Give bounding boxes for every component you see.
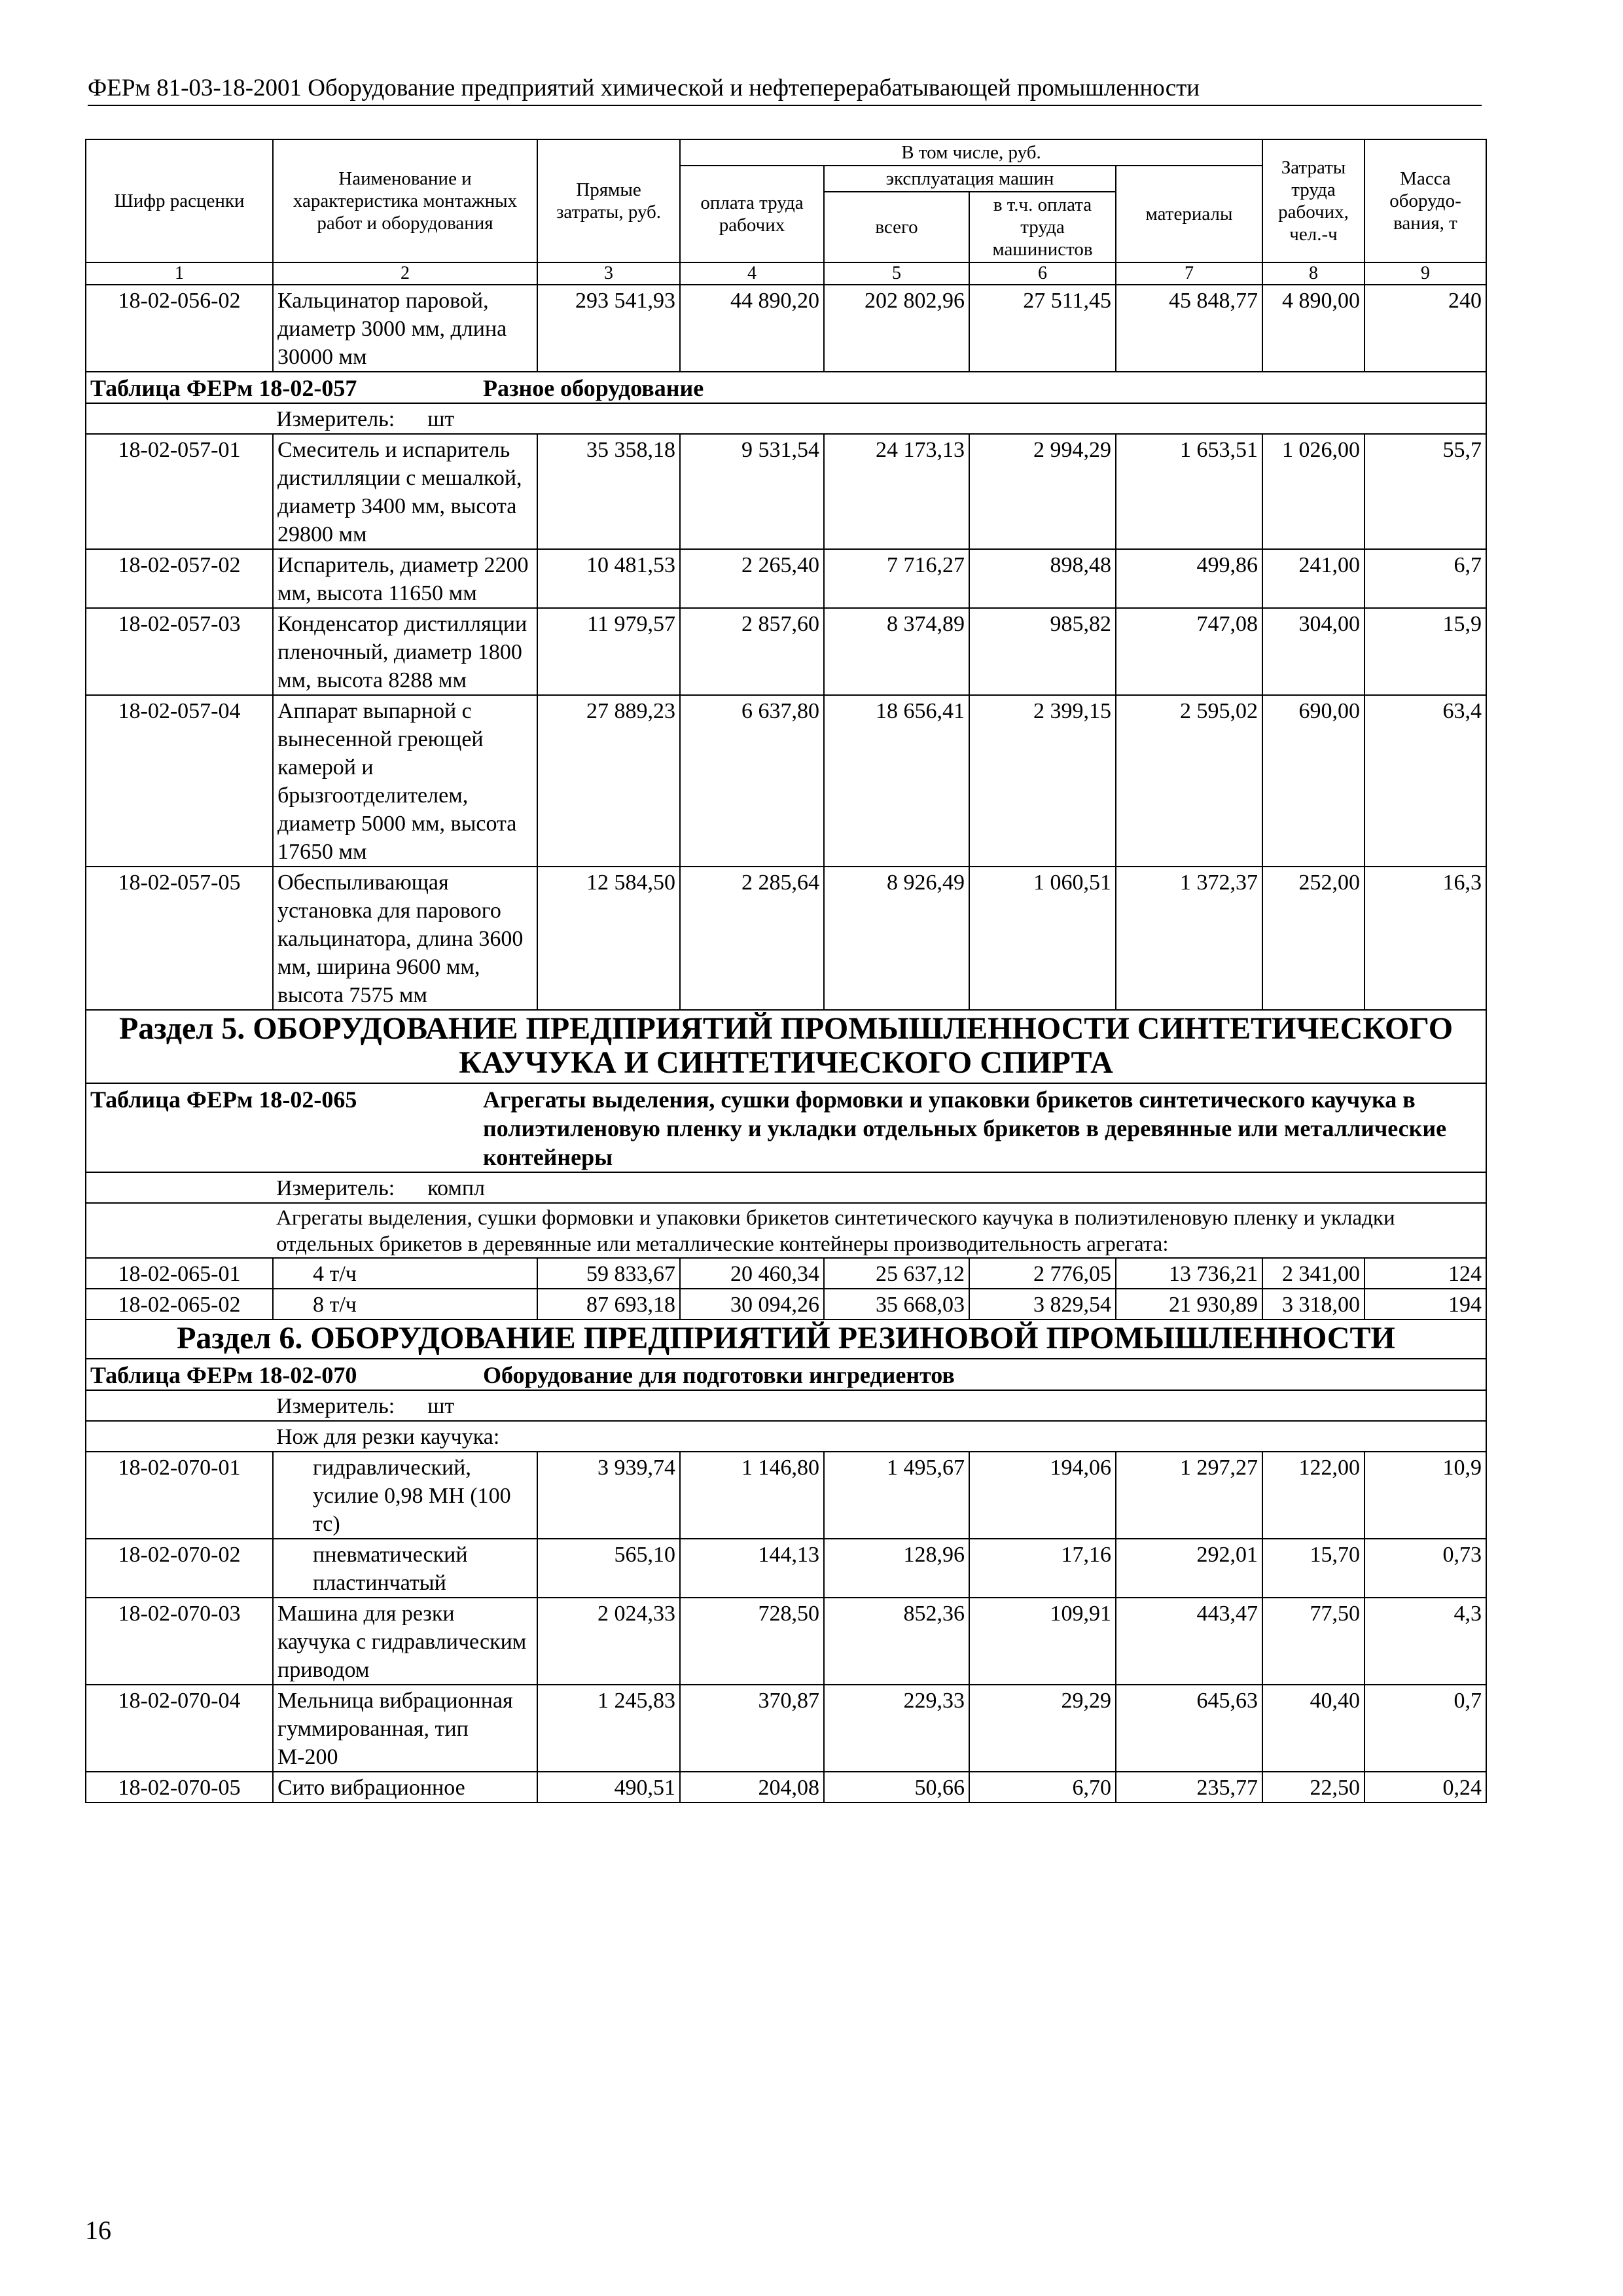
measure-unit: шт	[427, 407, 455, 431]
subheading-row	[86, 1421, 1486, 1452]
col-number: 5	[824, 262, 969, 285]
column-numbers-row	[86, 262, 1486, 285]
table-row	[86, 1598, 1486, 1685]
worker-wages: 6 637,80	[680, 695, 824, 867]
measure-row	[86, 1172, 1486, 1203]
machinist-wages: 2 994,29	[969, 434, 1116, 549]
machines-total: 8 926,49	[824, 867, 969, 1010]
materials-cost: 45 848,77	[1116, 285, 1262, 372]
machinist-wages: 2 399,15	[969, 695, 1116, 867]
direct-costs: 490,51	[537, 1772, 680, 1803]
materials-cost: 1 372,37	[1116, 867, 1262, 1010]
table-caption-row	[86, 1083, 1486, 1172]
equipment-mass: 16,3	[1364, 867, 1486, 1010]
machinist-wages: 6,70	[969, 1772, 1116, 1803]
equipment-mass: 4,3	[1364, 1598, 1486, 1685]
rate-code: 18-02-070-04	[86, 1685, 273, 1772]
work-name: пневматический пластинчатый	[273, 1539, 537, 1598]
rate-code: 18-02-070-03	[86, 1598, 273, 1685]
direct-costs: 87 693,18	[537, 1289, 680, 1319]
table-title: Разное оборудование	[483, 375, 704, 401]
col-header-labor: Затраты труда рабочих, чел.-ч	[1262, 139, 1364, 262]
worker-wages: 1 146,80	[680, 1452, 824, 1539]
worker-wages: 2 857,60	[680, 608, 824, 695]
work-name: Обеспыливающая установка для парового кальцинатора, длина 3600 мм, ширина 9600 мм, высота 7575 мм	[273, 867, 537, 1010]
rate-code: 18-02-056-02	[86, 285, 273, 372]
section-title-row	[86, 1319, 1486, 1359]
machines-total: 1 495,67	[824, 1452, 969, 1539]
col-header-machines-total: всего	[824, 192, 969, 262]
direct-costs: 11 979,57	[537, 608, 680, 695]
col-header-mass: Масса оборудо-вания, т	[1364, 139, 1486, 262]
labor-hours: 241,00	[1262, 549, 1364, 608]
table-code: Таблица ФЕРм 18-02-057	[90, 375, 357, 401]
work-name: Сито вибрационное	[273, 1772, 537, 1803]
equipment-mass: 0,73	[1364, 1539, 1486, 1598]
machinist-wages: 27 511,45	[969, 285, 1116, 372]
work-name: Машина для резки каучука с гидравлическим приводом	[273, 1598, 537, 1685]
section-title-row-cell: Раздел 5. ОБОРУДОВАНИЕ ПРЕДПРИЯТИЙ ПРОМЫШЛЕННОСТИ СИНТЕТИЧЕСКОГО КАУЧУКА И СИНТЕТИЧЕСКОГО СПИРТА	[86, 1010, 1486, 1083]
work-name: 4 т/ч	[273, 1258, 537, 1289]
rate-code: 18-02-065-02	[86, 1289, 273, 1319]
direct-costs: 27 889,23	[537, 695, 680, 867]
measure-row	[86, 403, 1486, 434]
work-name: Смеситель и испаритель дистилляции с мешалкой, диаметр 3400 мм, высота 29800 мм	[273, 434, 537, 549]
direct-costs: 3 939,74	[537, 1452, 680, 1539]
direct-costs: 2 024,33	[537, 1598, 680, 1685]
labor-hours: 252,00	[1262, 867, 1364, 1010]
work-name: Мельница вибрационная гуммированная, тип М-200	[273, 1685, 537, 1772]
materials-cost: 443,47	[1116, 1598, 1262, 1685]
table-title: Оборудование для подготовки ингредиентов	[483, 1362, 955, 1388]
equipment-mass: 63,4	[1364, 695, 1486, 867]
equipment-mass: 240	[1364, 285, 1486, 372]
labor-hours: 15,70	[1262, 1539, 1364, 1598]
machinist-wages: 17,16	[969, 1539, 1116, 1598]
direct-costs: 12 584,50	[537, 867, 680, 1010]
equipment-mass: 0,24	[1364, 1772, 1486, 1803]
work-name: Аппарат выпарной с вынесенной греющей камерой и брызгоотделителем, диаметр 5000 мм, высота 17650 мм	[273, 695, 537, 867]
table-row	[86, 434, 1486, 549]
col-header-materials: материалы	[1116, 166, 1262, 262]
table-row	[86, 549, 1486, 608]
worker-wages: 30 094,26	[680, 1289, 824, 1319]
col-number: 2	[273, 262, 537, 285]
machines-total: 229,33	[824, 1685, 969, 1772]
col-header-machines: эксплуатация машин	[824, 166, 1116, 192]
labor-hours: 1 026,00	[1262, 434, 1364, 549]
equipment-mass: 194	[1364, 1289, 1486, 1319]
table-row	[86, 1258, 1486, 1289]
col-header-code: Шифр расценки	[86, 139, 273, 262]
machinist-wages: 194,06	[969, 1452, 1116, 1539]
col-number: 7	[1116, 262, 1262, 285]
table-row	[86, 608, 1486, 695]
direct-costs: 565,10	[537, 1539, 680, 1598]
materials-cost: 499,86	[1116, 549, 1262, 608]
work-name: гидравлический, усилие 0,98 МН (100 тс)	[273, 1452, 537, 1539]
worker-wages: 370,87	[680, 1685, 824, 1772]
rates-table-wrapper	[85, 139, 1486, 1803]
measure-row-cell	[86, 1390, 1486, 1421]
machinist-wages: 2 776,05	[969, 1258, 1116, 1289]
machines-total: 8 374,89	[824, 608, 969, 695]
labor-hours: 40,40	[1262, 1685, 1364, 1772]
labor-hours: 304,00	[1262, 608, 1364, 695]
worker-wages: 144,13	[680, 1539, 824, 1598]
measure-unit: шт	[427, 1394, 455, 1418]
machinist-wages: 898,48	[969, 549, 1116, 608]
measure-label: Измеритель:	[276, 1394, 395, 1418]
machines-total: 852,36	[824, 1598, 969, 1685]
table-row	[86, 1685, 1486, 1772]
subheading-text: Нож для резки каучука:	[86, 1421, 1486, 1452]
materials-cost: 21 930,89	[1116, 1289, 1262, 1319]
table-caption-row	[86, 1359, 1486, 1390]
direct-costs: 59 833,67	[537, 1258, 680, 1289]
worker-wages: 44 890,20	[680, 285, 824, 372]
table-row	[86, 1539, 1486, 1598]
table-row	[86, 1289, 1486, 1319]
machines-total: 202 802,96	[824, 285, 969, 372]
machinist-wages: 29,29	[969, 1685, 1116, 1772]
machines-total: 7 716,27	[824, 549, 969, 608]
labor-hours: 22,50	[1262, 1772, 1364, 1803]
labor-hours: 122,00	[1262, 1452, 1364, 1539]
table-body	[86, 285, 1486, 1803]
materials-cost: 292,01	[1116, 1539, 1262, 1598]
section-title-row	[86, 1010, 1486, 1083]
col-header-name: Наименование и характеристика монтажных работ и оборудования	[273, 139, 537, 262]
worker-wages: 2 265,40	[680, 549, 824, 608]
worker-wages: 204,08	[680, 1772, 824, 1803]
equipment-mass: 15,9	[1364, 608, 1486, 695]
equipment-mass: 55,7	[1364, 434, 1486, 549]
table-title: Агрегаты выделения, сушки формовки и упаковки брикетов синтетического каучука в полиэтиленовую пленку и укладки отдельных брикетов в деревянные или металлические контейнеры	[483, 1086, 1447, 1170]
col-number: 3	[537, 262, 680, 285]
table-caption-row-cell	[86, 1083, 1486, 1172]
section-title-row-cell: Раздел 6. ОБОРУДОВАНИЕ ПРЕДПРИЯТИЙ РЕЗИНОВОЙ ПРОМЫШЛЕННОСТИ	[86, 1319, 1486, 1359]
direct-costs: 293 541,93	[537, 285, 680, 372]
col-header-machinist-wages: в т.ч. оплата труда машинистов	[969, 192, 1116, 262]
col-number: 6	[969, 262, 1116, 285]
labor-hours: 2 341,00	[1262, 1258, 1364, 1289]
labor-hours: 690,00	[1262, 695, 1364, 867]
rate-code: 18-02-065-01	[86, 1258, 273, 1289]
materials-cost: 1 653,51	[1116, 434, 1262, 549]
rate-code: 18-02-070-05	[86, 1772, 273, 1803]
equipment-mass: 10,9	[1364, 1452, 1486, 1539]
table-code: Таблица ФЕРм 18-02-065	[90, 1086, 357, 1113]
labor-hours: 3 318,00	[1262, 1289, 1364, 1319]
table-row	[86, 867, 1486, 1010]
work-name: Кальцинатор паровой, диаметр 3000 мм, длина 30000 мм	[273, 285, 537, 372]
table-row	[86, 1772, 1486, 1803]
equipment-mass: 6,7	[1364, 549, 1486, 608]
worker-wages: 9 531,54	[680, 434, 824, 549]
col-header-wages: оплата труда рабочих	[680, 166, 824, 262]
worker-wages: 2 285,64	[680, 867, 824, 1010]
col-header-incl: В том числе, руб.	[680, 139, 1262, 166]
materials-cost: 235,77	[1116, 1772, 1262, 1803]
equipment-mass: 124	[1364, 1258, 1486, 1289]
machines-total: 50,66	[824, 1772, 969, 1803]
materials-cost: 1 297,27	[1116, 1452, 1262, 1539]
table-row	[86, 1452, 1486, 1539]
worker-wages: 728,50	[680, 1598, 824, 1685]
rate-code: 18-02-057-05	[86, 867, 273, 1010]
machines-total: 128,96	[824, 1539, 969, 1598]
rate-code: 18-02-070-01	[86, 1452, 273, 1539]
direct-costs: 10 481,53	[537, 549, 680, 608]
description-text: Агрегаты выделения, сушки формовки и упаковки брикетов синтетического каучука в полиэтиленовую пленку и укладки отдельных брикетов в деревянные или металлические контейнеры производительность агрегата:	[86, 1203, 1486, 1258]
materials-cost: 645,63	[1116, 1685, 1262, 1772]
rate-code: 18-02-057-03	[86, 608, 273, 695]
rate-code: 18-02-057-01	[86, 434, 273, 549]
measure-row-cell	[86, 1172, 1486, 1203]
machinist-wages: 3 829,54	[969, 1289, 1116, 1319]
table-caption-row-cell	[86, 372, 1486, 403]
machines-total: 24 173,13	[824, 434, 969, 549]
machinist-wages: 1 060,51	[969, 867, 1116, 1010]
worker-wages: 20 460,34	[680, 1258, 824, 1289]
labor-hours: 4 890,00	[1262, 285, 1364, 372]
table-caption-row-cell	[86, 1359, 1486, 1390]
col-number: 9	[1364, 262, 1486, 285]
measure-row	[86, 1390, 1486, 1421]
materials-cost: 747,08	[1116, 608, 1262, 695]
measure-label: Измеритель:	[276, 407, 395, 431]
labor-hours: 77,50	[1262, 1598, 1364, 1685]
machinist-wages: 109,91	[969, 1598, 1116, 1685]
materials-cost: 2 595,02	[1116, 695, 1262, 867]
machines-total: 25 637,12	[824, 1258, 969, 1289]
rate-code: 18-02-057-02	[86, 549, 273, 608]
direct-costs: 1 245,83	[537, 1685, 680, 1772]
machines-total: 18 656,41	[824, 695, 969, 867]
col-number: 4	[680, 262, 824, 285]
equipment-mass: 0,7	[1364, 1685, 1486, 1772]
work-name: Испаритель, диаметр 2200 мм, высота 11650 мм	[273, 549, 537, 608]
col-number: 8	[1262, 262, 1364, 285]
measure-unit: компл	[427, 1176, 486, 1200]
machines-total: 35 668,03	[824, 1289, 969, 1319]
table-code: Таблица ФЕРм 18-02-070	[90, 1362, 357, 1388]
table-row	[86, 285, 1486, 372]
rates-table	[85, 139, 1487, 1803]
materials-cost: 13 736,21	[1116, 1258, 1262, 1289]
col-number: 1	[86, 262, 273, 285]
measure-label: Измеритель:	[276, 1176, 395, 1200]
work-name: 8 т/ч	[273, 1289, 537, 1319]
machinist-wages: 985,82	[969, 608, 1116, 695]
work-name: Конденсатор дистилляции пленочный, диаметр 1800 мм, высота 8288 мм	[273, 608, 537, 695]
table-caption-row	[86, 372, 1486, 403]
measure-row-cell	[86, 403, 1486, 434]
table-head	[86, 139, 1486, 285]
description-row	[86, 1203, 1486, 1258]
rate-code: 18-02-057-04	[86, 695, 273, 867]
running-header: ФЕРм 81-03-18-2001 Оборудование предприятий химической и нефтеперерабатывающей промышленности	[88, 72, 1482, 106]
page-number: 16	[85, 2215, 111, 2245]
table-row	[86, 695, 1486, 867]
col-header-direct: Прямые затраты, руб.	[537, 139, 680, 262]
direct-costs: 35 358,18	[537, 434, 680, 549]
rate-code: 18-02-070-02	[86, 1539, 273, 1598]
